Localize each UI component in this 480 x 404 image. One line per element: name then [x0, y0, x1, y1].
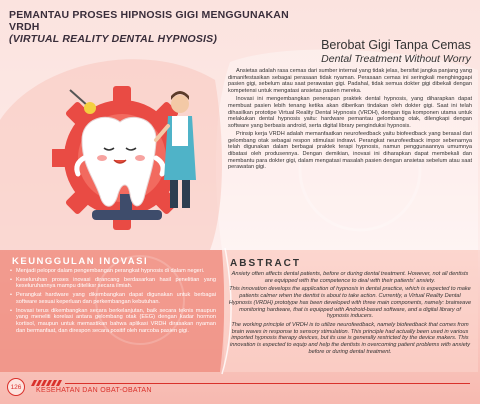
right-heading	[318, 38, 474, 66]
body-paragraph: Ansietas adalah rasa cemas dari sumber internal yang tidak jelas, bersifat jangka panjang yang dimanifestasikan sebagai perasaan tidak nyaman. Perasaan cemas ini seringkali menghinggapi pasien gigi, sebelum atau saat perawatan gigi. Padahal, tidak semua dokter gigi dibekali dengan kompetensi untuk mengatasi ansietas pasien mereka.	[228, 68, 473, 95]
list-item: • Inovasi terus dikembangkan secara berkelanjutan, baik secara teknis maupun yang meneliti korelasi antara gelombang otak (EEG) dengan kadar hormon kortisol, maupun untuk memastikan bahwa aplikasi VRDH dirasakan nyaman dan bermanfaat, dan direspon secara positif oleh narcoba pasien gigi.	[10, 308, 216, 335]
body-paragraph: Inovasi ini mengembangkan penerapan praktek dental hypnosis, yang diharapkan dapat membuat pasien lebih tenang ketika akan diberikan tindakan oleh dokter gigi. Saat ini telah dihasilkan prototipe Virtual Reality Dental Hypnosis (VRDH), dengan tiga komponen utama untuk melakukan dental hypnosis yaitu: hardware pemantau gelombang otak, dilengkapi dengan software yang berbasis android, serta digital library penginduksi hypnosis.	[228, 96, 472, 129]
abstract-paragraph: This innovation develops the application of hypnosis in dental practice, which is expected to make patients calmer when the dentist is about to take action. Currently, a Virtual Reality Dental Hypnosis (VRDH) prototype has been developed with three main components, namely: brainwave monitoring hardware, that is equipped with Android-based software, and a digital library of hypnosis inducers.	[228, 286, 472, 320]
footer-section-label: KESEHATAN DAN OBAT-OBATAN	[36, 387, 152, 394]
page-title	[9, 9, 309, 45]
list-item: • Perangkat hardware yang dikembangkan dapat digunakan untuk berbagai software sesuai keperluan dan perkembangan kebutuhan.	[10, 292, 216, 305]
page-number: 126	[7, 378, 25, 396]
right-heading-subtitle: Dental Treatment Without Worry	[321, 53, 471, 65]
main-body-text	[228, 68, 472, 172]
list-item: • Menjadi pelopor dalam pengembangan perangkat hypnosis di dalam negeri.	[10, 268, 216, 275]
dental-illustration	[52, 70, 212, 246]
abstract-paragraph: Anxiety often affects dental patients, before or during dental treatment. However, not all dentists are equipped with the competence to deal with their patients' anxiety.	[231, 271, 469, 284]
tooth-dentist-illustration	[52, 70, 212, 246]
keunggulan-heading: KEUNGGULAN INOVASI	[12, 256, 149, 267]
title-line-1: PEMANTAU PROSES HIPNOSIS GIGI MENGGUNAKAN VRDH	[9, 9, 289, 33]
dentist-head	[171, 95, 189, 113]
list-item: • Keseluruhan proses inovasi dirancang berdasarkan hasil penelitian yang keseluruhannya mampu diteliksr secara ilmiah.	[10, 277, 216, 290]
abstract-heading: ABSTRACT	[230, 258, 301, 269]
abstract-text	[228, 271, 472, 357]
footer-divider	[65, 383, 470, 384]
abstract-paragraph: The working principle of VRDH is to utilize neurofeedback, namely biofeedback that comes from brain waves in response to sensory stimulation. This principle had actually been used in various imported hypnosis therapy devices, but its use is generally restricted by the device makers. This innovation is expected to equip and help the dentists in overcoming patient problems with anxiety before or during dental treatment.	[229, 321, 471, 355]
keunggulan-list	[10, 268, 216, 336]
title-line-2: (VIRTUAL REALITY DENTAL HYPNOSIS)	[9, 33, 218, 45]
footer-stripes-icon	[31, 380, 65, 386]
right-heading-title: Berobat Gigi Tanpa Cemas	[321, 38, 471, 52]
body-paragraph: Prinsip kerja VRDH adalah memanfaatkan neurofeedback yaitu biofeedback yang berasal dari gelombang otak sebagai respon stimulasi indrawi. Perangkat neurofeedback impor sebenarnya telah digunakan dalam berbagai praktek terapi hypnosis, namun penggunaannya umumnya dibatasi oleh produsennya. Dengan demikian, inovasi ini diharapkan dapat membekali dan membantu para dokter gigi, dalam mengatasi masalah pasien dengan ansietas sebelum atau saat perawatan gigi.	[228, 130, 472, 171]
